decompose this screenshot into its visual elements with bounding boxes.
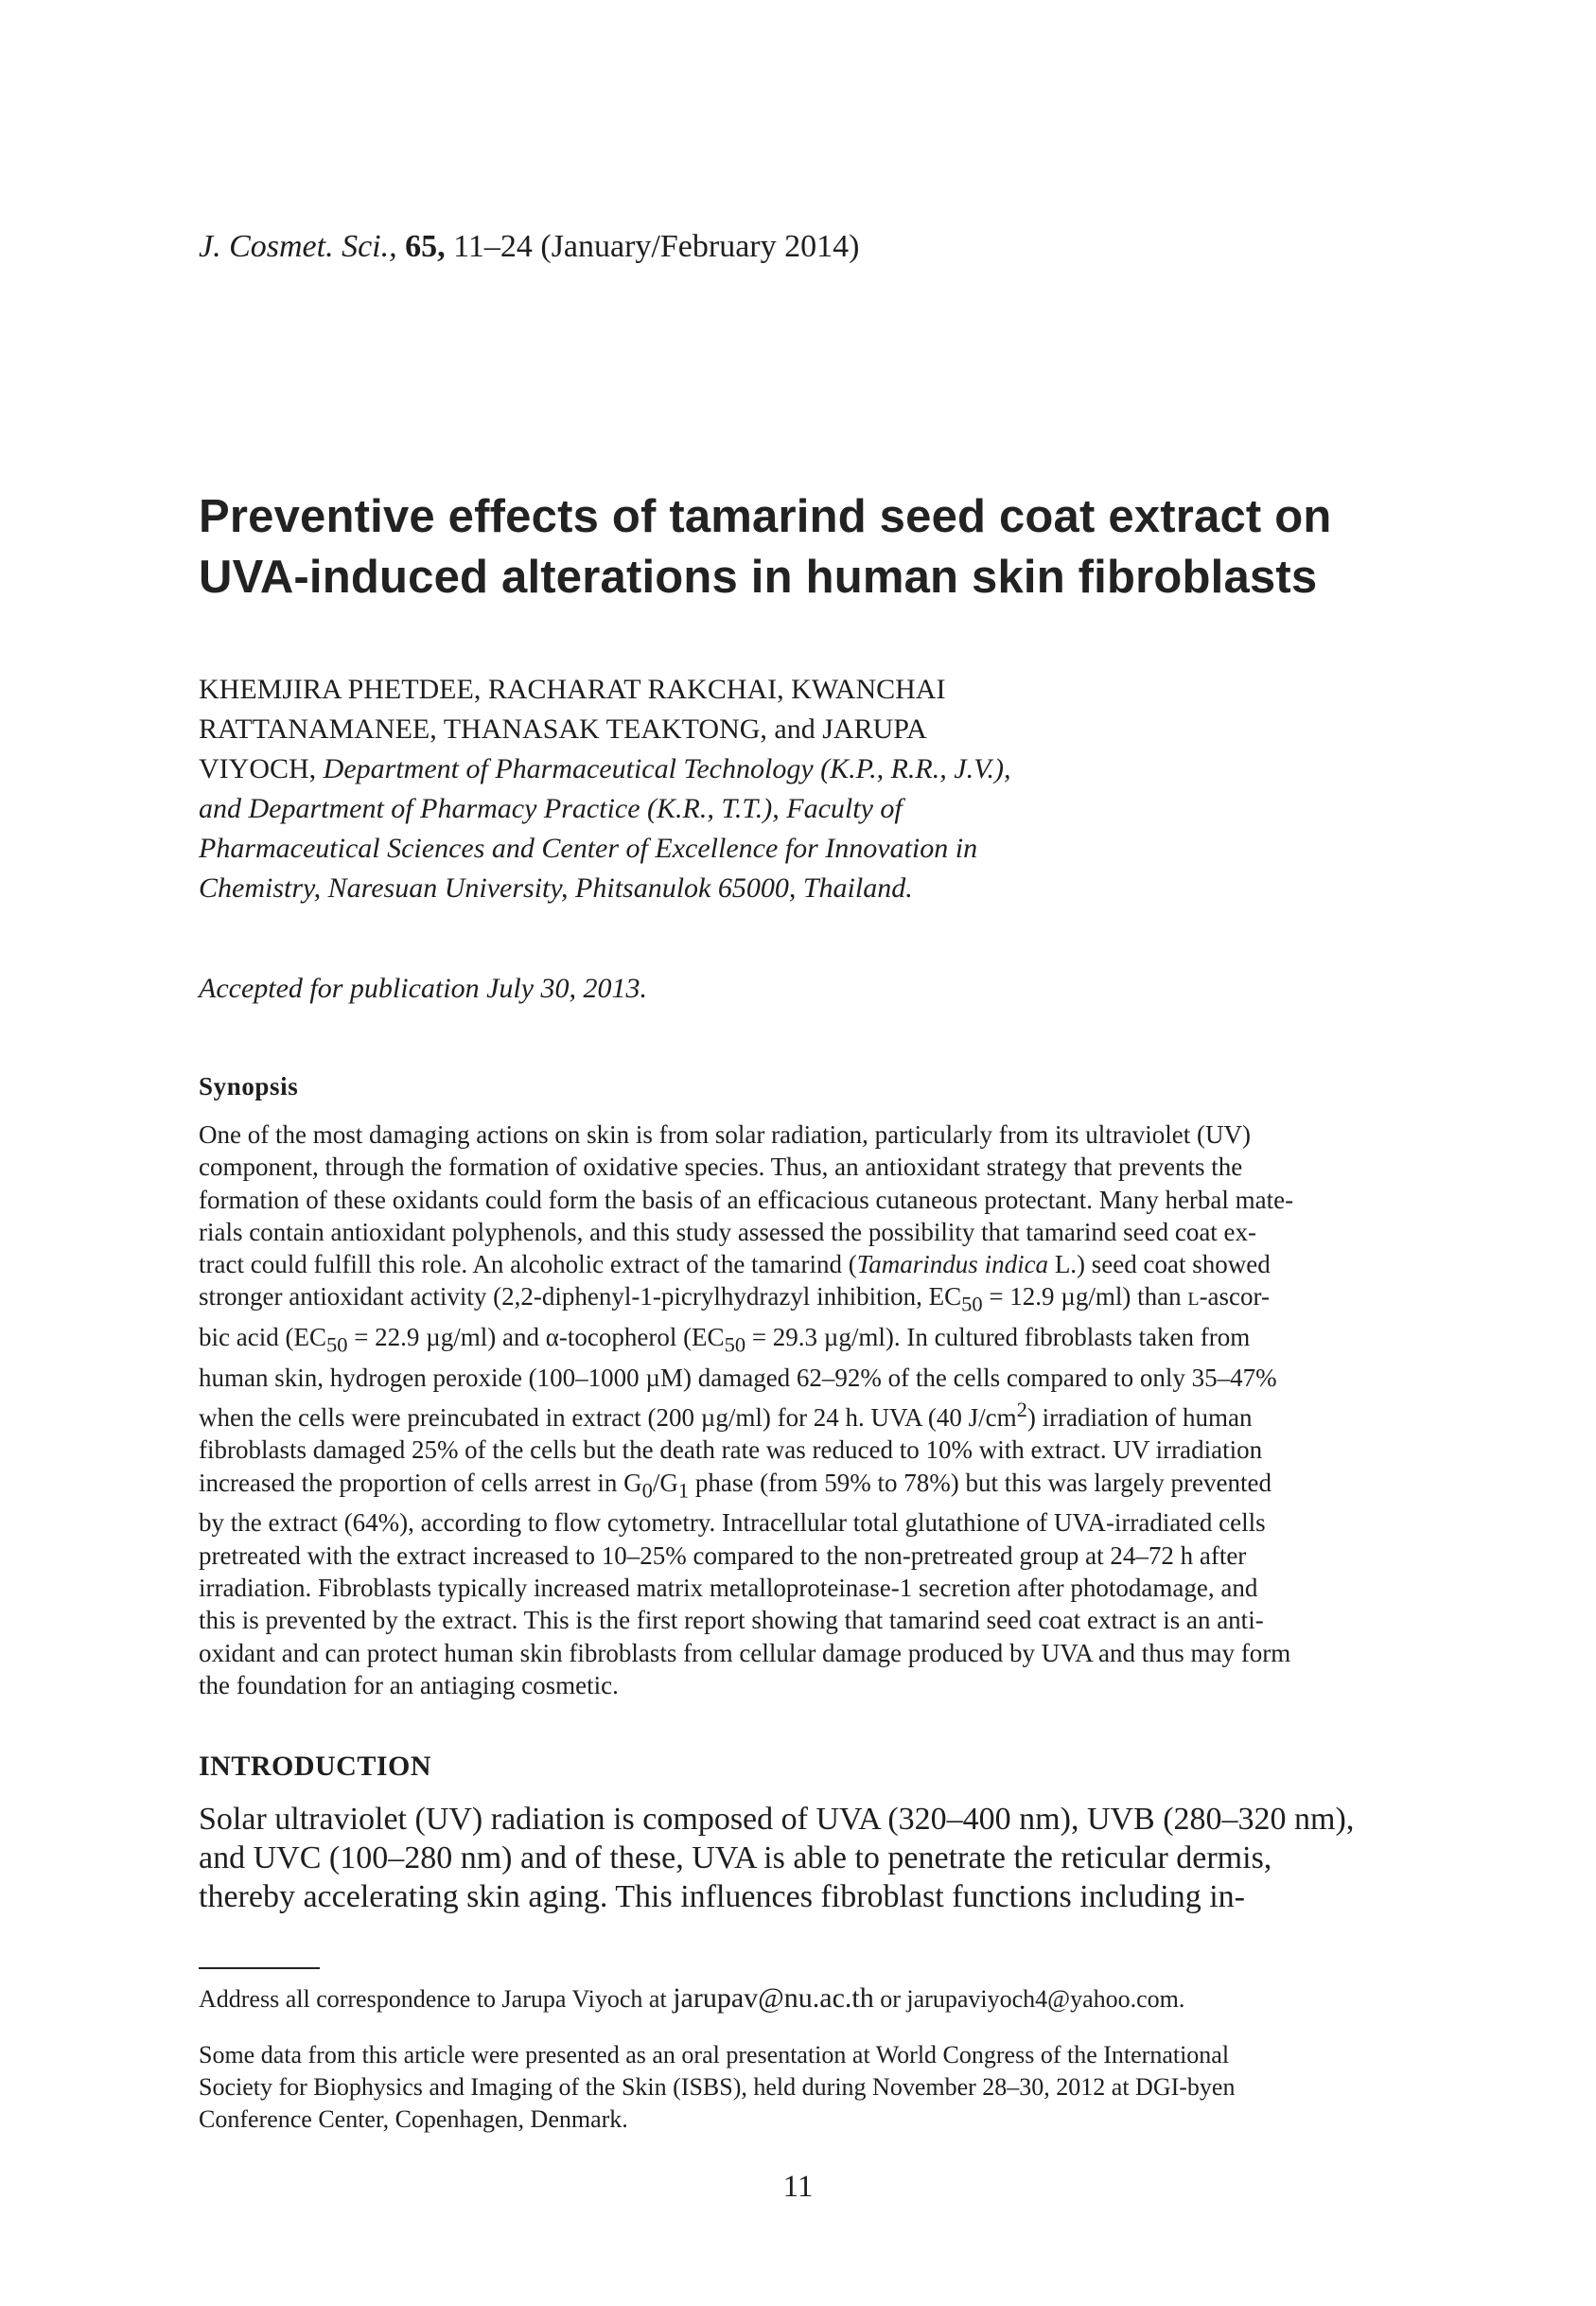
synopsis-line bbox=[199, 1467, 1429, 1507]
synopsis-text: /G bbox=[652, 1468, 678, 1497]
synopsis-body bbox=[199, 1118, 1429, 1701]
intro-line: thereby accelerating skin aging. This influences fibroblast functions including in- bbox=[199, 1879, 1245, 1914]
synopsis-line bbox=[199, 1248, 1429, 1280]
synopsis-line: the foundation for an antiaging cosmetic. bbox=[199, 1670, 619, 1699]
intro-line: and UVC (100–280 nm) and of these, UVA is able to penetrate the reticular dermis, bbox=[199, 1840, 1272, 1875]
authors-line-3 bbox=[199, 749, 1429, 789]
correspondence-footnote bbox=[199, 1982, 1184, 2015]
synopsis-text: ) irradiation of human bbox=[1026, 1403, 1253, 1433]
footnote-line: Some data from this article were presented as an oral presentation at World Congress of the International bbox=[199, 2041, 1230, 2068]
synopsis-text: = 29.3 µg/ml). In cultured fibroblasts taken from bbox=[745, 1323, 1251, 1352]
accepted-date: Accepted for publication July 30, 2013. bbox=[199, 973, 648, 1004]
author-name-viyoch: VIYOCH, bbox=[199, 753, 317, 784]
synopsis-line: oxidant and can protect human skin fibroblasts from cellular damage produced by UVA and thus may form bbox=[199, 1638, 1291, 1667]
running-head bbox=[199, 229, 859, 265]
footnote-text: Address all correspondence to Jarupa Viyoch at bbox=[199, 1985, 674, 2013]
synopsis-text: tract could fulfill this role. An alcoholic extract of the tamarind ( bbox=[199, 1250, 857, 1279]
synopsis-line: this is prevented by the extract. This is the first report showing that tamarind seed coat extract is an anti- bbox=[199, 1606, 1264, 1635]
synopsis-text: bic acid (EC bbox=[199, 1323, 326, 1352]
introduction-heading: INTRODUCTION bbox=[199, 1751, 432, 1782]
synopsis-line: pretreated with the extract increased to 10–25% compared to the non-pretreated group at 24–72 h after bbox=[199, 1540, 1247, 1570]
journal-name: J. Cosmet. Sci., bbox=[199, 229, 397, 264]
synopsis-line: rials contain antioxidant polyphenols, and this study assessed the possibility that tamarind seed coat ex- bbox=[199, 1217, 1257, 1246]
synopsis-line: fibroblasts damaged 25% of the cells but the death rate was reduced to 10% with extract. UV irradiation bbox=[199, 1435, 1263, 1465]
article-title bbox=[199, 486, 1332, 607]
article-title-line-1: Preventive effects of tamarind seed coat extract on bbox=[199, 491, 1332, 542]
presentation-footnote bbox=[199, 2039, 1235, 2136]
footnote-line: Conference Center, Copenhagen, Denmark. bbox=[199, 2105, 628, 2133]
synopsis-line: irradiation. Fibroblasts typically increased matrix metalloproteinase-1 secretion after photodamage, and bbox=[199, 1574, 1258, 1603]
synopsis-line bbox=[199, 1280, 1429, 1321]
synopsis-line: formation of these oxidants could form the basis of an efficacious cutaneous protectant. Many herbal mate- bbox=[199, 1185, 1294, 1214]
small-caps-l: L bbox=[1187, 1289, 1200, 1311]
page-number: 11 bbox=[782, 2170, 814, 2204]
synopsis-text: increased the proportion of cells arrest in G bbox=[199, 1468, 642, 1497]
affiliation-line-1: Department of Pharmaceutical Technology (K.P., R.R., J.V.), bbox=[323, 753, 1011, 784]
affiliation-line-3: Pharmaceutical Sciences and Center of Excellence for Innovation in bbox=[199, 833, 978, 864]
author-affiliation-block bbox=[199, 670, 1429, 908]
synopsis-line: One of the most damaging actions on skin is from solar radiation, particularly from its ultraviolet (UV) bbox=[199, 1120, 1251, 1149]
synopsis-text: = 12.9 µg/ml) than bbox=[982, 1282, 1188, 1311]
superscript: 2 bbox=[1016, 1398, 1027, 1422]
journal-volume: 65, bbox=[405, 229, 446, 264]
subscript: 50 bbox=[325, 1332, 348, 1357]
synopsis-line: by the extract (64%), according to flow cytometry. Intracellular total glutathione of UVA-irradiated cells bbox=[199, 1508, 1266, 1538]
introduction-body bbox=[199, 1800, 1429, 1916]
synopsis-text: when the cells were preincubated in extract (200 µg/ml) for 24 h. UVA (40 J/cm bbox=[199, 1403, 1017, 1433]
footnote-text: or jarupaviyoch4@yahoo.com. bbox=[873, 1985, 1185, 2013]
authors-line-1: KHEMJIRA PHETDEE, RACHARAT RAKCHAI, KWANCHAI bbox=[199, 674, 946, 705]
synopsis-text: phase (from 59% to 78%) but this was largely prevented bbox=[689, 1468, 1272, 1497]
subscript: 1 bbox=[677, 1478, 690, 1503]
synopsis-line bbox=[199, 1321, 1429, 1362]
subscript: 50 bbox=[961, 1292, 983, 1316]
subscript: 50 bbox=[724, 1332, 746, 1357]
article-title-line-2: UVA-induced alterations in human skin fibroblasts bbox=[199, 552, 1318, 603]
subscript: 0 bbox=[641, 1478, 653, 1503]
synopsis-text: L.) seed coat showed bbox=[1048, 1250, 1271, 1279]
synopsis-text: = 22.9 µg/ml) and α-tocopherol (EC bbox=[347, 1323, 725, 1352]
email-link[interactable]: jarupav@nu.ac.th bbox=[673, 1982, 874, 2014]
species-name: Tamarindus indica bbox=[856, 1250, 1049, 1279]
synopsis-line bbox=[199, 1394, 1429, 1434]
synopsis-text: stronger antioxidant activity (2,2-diphenyl-1-picrylhydrazyl inhibition, EC bbox=[199, 1282, 962, 1311]
footnote-divider bbox=[199, 1967, 320, 1969]
synopsis-heading: Synopsis bbox=[199, 1072, 299, 1100]
synopsis-line: human skin, hydrogen peroxide (100–1000 µM) damaged 62–92% of the cells compared to only 35–47% bbox=[199, 1363, 1277, 1392]
authors-line-2: RATTANAMANEE, THANASAK TEAKTONG, and JARUPA bbox=[199, 713, 927, 745]
footnote-line: Society for Biophysics and Imaging of the Skin (ISBS), held during November 28–30, 2012 at DGI-byen bbox=[199, 2073, 1236, 2101]
affiliation-line-4: Chemistry, Naresuan University, Phitsanulok 65000, Thailand. bbox=[199, 872, 913, 904]
intro-line: Solar ultraviolet (UV) radiation is composed of UVA (320–400 nm), UVB (280–320 nm), bbox=[199, 1802, 1355, 1837]
journal-pages-date: 11–24 (January/February 2014) bbox=[453, 229, 860, 264]
synopsis-text: -ascor- bbox=[1199, 1282, 1270, 1311]
affiliation-line-2: and Department of Pharmacy Practice (K.R., T.T.), Faculty of bbox=[199, 793, 903, 824]
synopsis-line: component, through the formation of oxidative species. Thus, an antioxidant strategy that prevents the bbox=[199, 1153, 1243, 1182]
